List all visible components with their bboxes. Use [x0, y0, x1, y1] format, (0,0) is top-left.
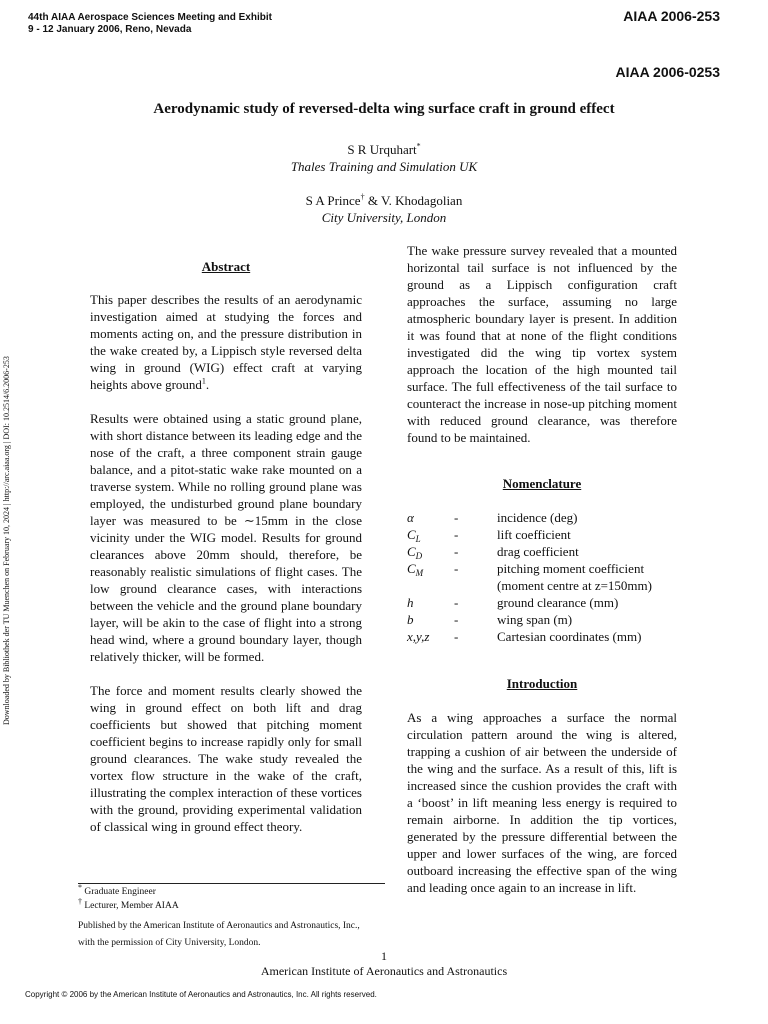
introduction-body: [407, 709, 677, 913]
footnotes: [78, 882, 398, 952]
nomenclature-row: [407, 628, 677, 645]
nomenclature-symbol: [407, 526, 454, 543]
nomenclature-row: [407, 543, 677, 560]
introduction-paragraph-1: As a wing approaches a surface the normal circulation pattern around the wing is altered, trapping a cushion of air between the underside of the wing and the surface. As a result of this, lift is increased since the cushion provides the craft with a ‘boost’ in lift meaning less energy is required to remain airborne. In addition the tip vortices, generated by the pressure differential between the upper and lower surfaces of the wing, are forced outboard increasing the effective span of the wing and leading once again to an increase in lift.: [407, 710, 677, 895]
abstract-paragraph-4: The wake pressure survey revealed that a mounted horizontal tail surface is not influenced by the ground as a Lippisch configuration craft approaches the surface, assuming no large atmospheric boundary layer is present. In addition it was found that at none of the flight conditions investigated did the wing tip vortex system approach the location of the high mounted tail surface. The full effectiveness of the tail surface to counteract the increase in nose-up pitching moment with reduced ground clearance, was therefore found to be maintained.: [407, 243, 677, 445]
nomenclature-row: [407, 577, 677, 594]
paper-title: Aerodynamic study of reversed-delta wing surface craft in ground effect: [153, 101, 615, 117]
author-2: S A Prince: [305, 193, 361, 208]
nomenclature-symbol-main: h: [407, 595, 414, 610]
nomenclature-separator: -: [454, 527, 459, 542]
page-number: 1: [381, 949, 387, 963]
download-watermark-text: Downloaded by Bibliothek der TU Muenchen on February 10, 2024 | http://arc.aiaa.org | DOI: 10.2514/6.2006-253: [2, 356, 11, 725]
affiliation-1: Thales Training and Simulation UK: [290, 159, 478, 174]
publisher-line-2: with the permission of City University, London.: [78, 938, 261, 948]
nomenclature-symbol-main: C: [407, 561, 416, 576]
author-1-mark: *: [416, 141, 421, 151]
nomenclature-symbol-subscript: D: [415, 551, 423, 561]
nomenclature-table: [407, 509, 677, 645]
footnote-1-mark: *: [78, 882, 82, 892]
publisher-note: [78, 918, 398, 952]
nomenclature-separator: -: [454, 561, 459, 576]
abstract-paragraph-1-text: This paper describes the results of an aerodynamic investigation aimed at studying the forces and moments acting on, and the pressure distribution in the wake created by, a Lippisch style reversed delta wing in ground (WIG) effect craft at varying heights above ground: [90, 292, 362, 392]
nomenclature-description: incidence (deg): [497, 510, 578, 525]
copyright-notice: Copyright © 2006 by the American Institute of Aeronautics and Astronautics, Inc. All rights reserved.: [25, 990, 377, 999]
nomenclature-row: [407, 560, 677, 577]
nomenclature-description: pitching moment coefficient: [497, 561, 645, 576]
footnote-divider: [78, 883, 385, 884]
author-line-2: [0, 193, 768, 209]
nomenclature-symbol-main: α: [407, 510, 414, 525]
footnote-1-text: Graduate Engineer: [82, 887, 156, 897]
abstract-paragraph-1-end: .: [205, 377, 210, 392]
nomenclature-symbol-main: C: [407, 527, 416, 542]
nomenclature-symbol-main: x,y,z: [407, 629, 430, 644]
introduction-heading: Introduction: [506, 676, 578, 691]
nomenclature-heading: Nomenclature: [502, 476, 582, 491]
affiliation-2: City University, London: [321, 210, 447, 225]
nomenclature-row: [407, 526, 677, 543]
publisher-line-1: Published by the American Institute of Aeronautics and Astronautics, Inc.,: [78, 921, 360, 931]
nomenclature-separator: -: [454, 629, 459, 644]
nomenclature-separator: -: [454, 595, 459, 610]
footnote-2-mark: †: [78, 896, 82, 906]
nomenclature-symbol-subscript: M: [415, 568, 424, 578]
footnote-2-text: Lecturer, Member AIAA: [82, 901, 179, 911]
nomenclature-symbol: [407, 611, 454, 628]
reference-1: 1: [201, 376, 206, 386]
paper-code: AIAA 2006-253: [623, 8, 720, 24]
nomenclature-row: [407, 611, 677, 628]
nomenclature-symbol: [407, 628, 454, 645]
nomenclature-separator: [454, 577, 497, 594]
author-1: S R Urquhart: [347, 142, 417, 157]
nomenclature-separator: -: [454, 544, 459, 559]
abstract-heading: Abstract: [201, 259, 251, 274]
nomenclature-description: wing span (m): [497, 612, 573, 627]
conference-dates: 9 - 12 January 2006, Reno, Nevada: [28, 24, 192, 35]
nomenclature-symbol-main: C: [407, 544, 416, 559]
abstract-paragraph-3: The force and moment results clearly showed the wing in ground effect on both lift and drag coefficients but showed that pitching moment coefficient begins to increase rapidly only for small ground clearances. The wake study revealed the vortex flow structure in the wake of the craft, illustrating the complex interaction of these vortices with the ground, providing experimental validation of classical wing in ground effect theory.: [90, 683, 362, 834]
nomenclature-description: (moment centre at z=150mm): [497, 578, 652, 593]
author-line-1: [0, 142, 768, 158]
abstract-paragraph-1: [90, 291, 362, 393]
nomenclature-symbol: [407, 543, 454, 560]
nomenclature-symbol: [407, 594, 454, 611]
nomenclature-symbol-subscript: L: [415, 534, 421, 544]
nomenclature-description: Cartesian coordinates (mm): [497, 629, 642, 644]
nomenclature-row: [407, 509, 677, 526]
nomenclature-description: ground clearance (mm): [497, 595, 619, 610]
author-3: & V. Khodagolian: [364, 193, 463, 208]
nomenclature-separator: -: [454, 612, 459, 627]
nomenclature-symbol-main: b: [407, 612, 414, 627]
nomenclature-row: [407, 594, 677, 611]
nomenclature-separator: -: [454, 510, 459, 525]
author-2-mark: †: [360, 192, 365, 202]
download-watermark: [0, 305, 18, 725]
nomenclature-description: lift coefficient: [497, 527, 571, 542]
nomenclature-description: drag coefficient: [497, 544, 579, 559]
nomenclature-symbol: [407, 509, 454, 526]
conference-header: [28, 12, 272, 36]
nomenclature-symbol: [407, 577, 454, 594]
nomenclature-symbol: [407, 560, 454, 577]
abstract-left-column: [90, 291, 362, 852]
abstract-right-column: [407, 242, 677, 463]
institute-footer: American Institute of Aeronautics and Astronautics: [260, 964, 508, 978]
paper-number: AIAA 2006-0253: [615, 64, 720, 80]
abstract-paragraph-2: Results were obtained using a static ground plane, with short distance between its leading edge and the nose of the craft, a three component strain gauge balance, and a pitot-static wake rake mounted on a traverse system. While no rolling ground plane was employed, the undisturbed ground plane boundary layer was measured to be ∼15mm in the close vicinity under the WIG model. Results for ground clearances above 20mm should, therefore, be reasonably realistic simulations of flight cases. The low ground clearance cases, with interactions between the vehicle and the ground plane boundary layer, will be akin to the case of flight into a strong head wind, where a ground boundary layer, though relatively thicker, will be formed.: [90, 411, 362, 664]
conference-name: 44th AIAA Aerospace Sciences Meeting and Exhibit: [28, 12, 272, 23]
footnote-2: [78, 896, 398, 913]
footnote-1: [78, 882, 398, 899]
